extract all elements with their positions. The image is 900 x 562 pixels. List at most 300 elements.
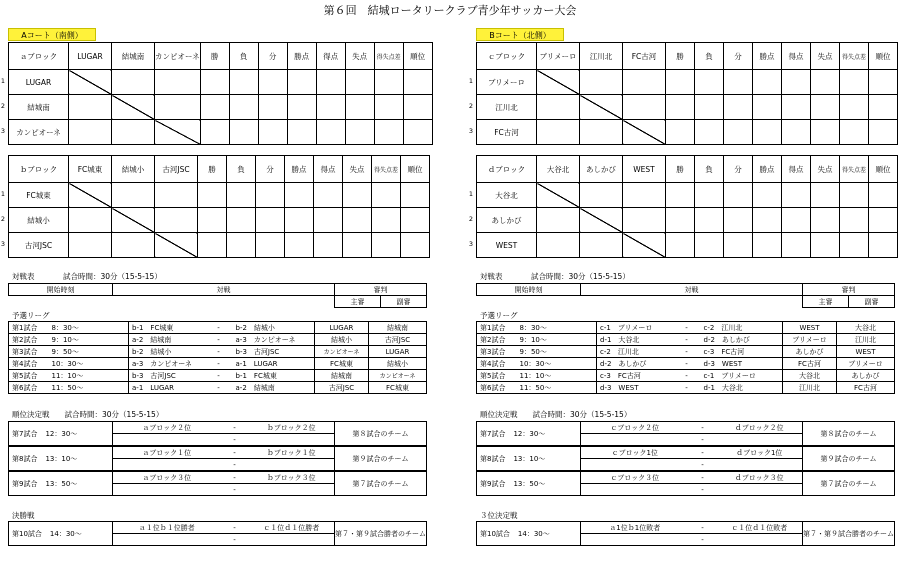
stat-cell xyxy=(695,233,724,258)
ranking-match xyxy=(476,471,895,496)
home-team: c-1 ブリメーロ xyxy=(597,322,673,334)
row-number: 2 xyxy=(0,215,6,223)
home-slot: ｃブロック1位 xyxy=(581,447,689,459)
score-right xyxy=(249,534,335,546)
team-header: LUGAR xyxy=(69,43,112,70)
away-slot: ｄブロック３位 xyxy=(717,472,803,484)
team-header: あしかび xyxy=(580,156,623,183)
team-header: 古河JSC xyxy=(155,156,198,183)
match-no: 第3試合 xyxy=(9,346,49,358)
row-number: 3 xyxy=(0,240,6,248)
match-time: 14：30〜 xyxy=(517,529,550,538)
match-no: 第7試合 xyxy=(480,429,506,438)
team-header: FC古河 xyxy=(623,43,666,70)
match-header: 対戦 xyxy=(581,284,803,296)
stat-cell xyxy=(840,70,869,95)
stat-cell xyxy=(198,183,227,208)
result-cell xyxy=(112,233,155,258)
sub-referee: 大谷北 xyxy=(837,322,895,334)
stat-cell xyxy=(724,95,753,120)
vs-dash: - xyxy=(205,346,233,358)
league-table-0 xyxy=(8,42,433,145)
stat-header: 失点 xyxy=(345,43,374,70)
away-team: a-1 LUGAR xyxy=(233,358,315,370)
stat-cell xyxy=(666,183,695,208)
stat-cell xyxy=(258,95,287,120)
match-row xyxy=(477,322,895,334)
final-match xyxy=(476,521,895,546)
sub-referee: 結城小 xyxy=(369,358,427,370)
sub-referee: あしかび xyxy=(837,370,895,382)
score-dash: - xyxy=(689,534,717,546)
stat-cell xyxy=(372,208,401,233)
diagonal-cell xyxy=(537,70,580,95)
sub-referee: ブリメーロ xyxy=(837,358,895,370)
stat-cell xyxy=(782,208,811,233)
stat-cell xyxy=(345,120,374,145)
prelim-table xyxy=(8,321,427,394)
stat-cell xyxy=(343,233,372,258)
match-time: 9：10〜 xyxy=(49,334,129,346)
away-slot: ｄブロック1位 xyxy=(717,447,803,459)
final-match xyxy=(8,521,427,546)
away-team: a-3 カンピオーネ xyxy=(233,334,315,346)
team-row-label: 江川北 xyxy=(477,95,537,120)
result-cell xyxy=(69,233,112,258)
away-team: d-1 大谷北 xyxy=(701,382,783,394)
match-row xyxy=(477,358,895,370)
match-time: 11：10〜 xyxy=(517,370,597,382)
home-team: b-3 古河JSC xyxy=(129,370,205,382)
score-left xyxy=(581,434,689,446)
stat-header: 負 xyxy=(695,156,724,183)
vs-dash: - xyxy=(673,370,701,382)
stat-header: 勝点 xyxy=(287,43,316,70)
sub-referee-header: 副審 xyxy=(381,296,427,308)
stat-cell xyxy=(401,183,430,208)
stat-cell xyxy=(316,95,345,120)
stat-cell xyxy=(724,233,753,258)
match-row xyxy=(9,334,427,346)
match-time-label: 試合時間：30分（15-5-15） xyxy=(531,272,630,281)
score-right xyxy=(249,484,335,496)
diagonal-cell xyxy=(69,183,112,208)
match-time: 9：50〜 xyxy=(517,346,597,358)
stat-cell xyxy=(345,70,374,95)
match-table-label: 対戦表 xyxy=(480,272,503,281)
blank xyxy=(477,296,581,308)
stat-cell xyxy=(753,208,782,233)
diagonal-cell xyxy=(155,120,201,145)
main-referee: 古河JSC xyxy=(315,382,369,394)
match-row xyxy=(9,370,427,382)
referee-team: 第７・第９試合勝者のチーム xyxy=(335,522,427,546)
match-header: 対戦 xyxy=(113,284,335,296)
sub-referee: カンピオーネ xyxy=(369,370,427,382)
match-no: 第1試合 xyxy=(477,322,517,334)
stat-cell xyxy=(343,183,372,208)
diagonal-cell xyxy=(155,233,198,258)
ranking-match xyxy=(476,421,895,446)
main-referee: 結城南 xyxy=(315,370,369,382)
stat-cell xyxy=(869,70,898,95)
match-row xyxy=(477,382,895,394)
vs-dash: - xyxy=(673,346,701,358)
stat-cell xyxy=(840,233,869,258)
referee-header: 審判 xyxy=(335,284,427,296)
match-row xyxy=(9,346,427,358)
result-cell xyxy=(112,70,155,95)
match-no: 第2試合 xyxy=(477,334,517,346)
stat-header: 順位 xyxy=(869,43,898,70)
stat-cell xyxy=(695,95,724,120)
match-no: 第5試合 xyxy=(9,370,49,382)
stat-cell xyxy=(811,183,840,208)
team-header: 結城小 xyxy=(112,156,155,183)
team-row-label: 大谷北 xyxy=(477,183,537,208)
stat-cell xyxy=(287,70,316,95)
ranking-match xyxy=(8,471,427,496)
score-left xyxy=(581,534,689,546)
stat-cell xyxy=(782,95,811,120)
team-row-label: 古河JSC xyxy=(9,233,69,258)
match-no: 第4試合 xyxy=(9,358,49,370)
diagonal-cell xyxy=(69,70,112,95)
result-cell xyxy=(69,120,112,145)
home-team: d-3 WEST xyxy=(597,382,673,394)
stat-cell xyxy=(840,183,869,208)
stat-cell xyxy=(403,95,432,120)
score-left xyxy=(113,434,221,446)
match-no: 第7試合 xyxy=(12,429,38,438)
league-table-3 xyxy=(476,155,898,258)
away-team: b-3 古河JSC xyxy=(233,346,315,358)
ranking-label: 順位決定戦 試合時間：30分（15-5-15） xyxy=(12,410,164,419)
main-referee-header: 主審 xyxy=(335,296,381,308)
result-cell xyxy=(155,70,201,95)
row-number: 2 xyxy=(468,102,474,110)
score-dash: - xyxy=(221,434,249,446)
stat-cell xyxy=(811,208,840,233)
stat-cell xyxy=(401,208,430,233)
vs-dash: - xyxy=(205,334,233,346)
sub-referee: FC古河 xyxy=(837,382,895,394)
score-dash: - xyxy=(689,434,717,446)
score-right xyxy=(249,459,335,471)
team-row-label: LUGAR xyxy=(9,70,69,95)
stat-header: 勝 xyxy=(198,156,227,183)
away-slot: ｃ１位ｄ１位勝者 xyxy=(249,522,335,534)
stat-cell xyxy=(869,120,898,145)
home-slot: ａブロック３位 xyxy=(113,472,221,484)
stat-cell xyxy=(666,70,695,95)
match-time: 13：50〜 xyxy=(45,479,78,488)
stat-header: 分 xyxy=(258,43,287,70)
match-time: 12：30〜 xyxy=(45,429,78,438)
stat-header: 勝点 xyxy=(753,156,782,183)
score-right xyxy=(717,534,803,546)
home-slot: ａ1位ｂ1位敗者 xyxy=(581,522,689,534)
stat-header: 得失点差 xyxy=(840,156,869,183)
home-team: a-1 LUGAR xyxy=(129,382,205,394)
home-team: c-2 江川北 xyxy=(597,346,673,358)
team-row-label: 結城南 xyxy=(9,95,69,120)
stat-cell xyxy=(666,120,695,145)
vs-dash: - xyxy=(689,422,717,434)
prelim-label: 予選リーグ xyxy=(12,311,50,320)
stat-cell xyxy=(229,70,258,95)
home-slot: ａブロック１位 xyxy=(113,447,221,459)
sub-referee: FC城東 xyxy=(369,382,427,394)
result-cell xyxy=(537,120,580,145)
away-team: c-3 FC古河 xyxy=(701,346,783,358)
away-team: b-2 結城小 xyxy=(233,322,315,334)
result-cell xyxy=(537,233,580,258)
home-slot: ａブロック２位 xyxy=(113,422,221,434)
match-time: 10：30〜 xyxy=(49,358,129,370)
ranking-match xyxy=(8,446,427,471)
score-right xyxy=(717,459,803,471)
stat-header: 順位 xyxy=(401,156,430,183)
stat-cell xyxy=(285,183,314,208)
stat-cell xyxy=(256,183,285,208)
match-time: 13：10〜 xyxy=(45,454,78,463)
stat-cell xyxy=(200,70,229,95)
vs-dash: - xyxy=(221,522,249,534)
match-header-table xyxy=(8,283,427,308)
result-cell xyxy=(112,183,155,208)
vs-dash: - xyxy=(673,358,701,370)
stat-cell xyxy=(811,120,840,145)
stat-cell xyxy=(285,208,314,233)
stat-header: 分 xyxy=(724,43,753,70)
match-time-label: 試合時間：30分（15-5-15） xyxy=(63,272,162,281)
sub-referee: 古河JSC xyxy=(369,334,427,346)
stat-header: 勝 xyxy=(666,156,695,183)
blank xyxy=(581,296,803,308)
referee-team: 第９試合のチーム xyxy=(335,447,427,471)
diagonal-cell xyxy=(537,183,580,208)
team-header: FC城東 xyxy=(69,156,112,183)
stat-header: 勝 xyxy=(200,43,229,70)
sub-referee: LUGAR xyxy=(369,346,427,358)
match-no: 第6試合 xyxy=(9,382,49,394)
diagonal-cell xyxy=(580,95,623,120)
match-time: 11：50〜 xyxy=(49,382,129,394)
stat-cell xyxy=(403,120,432,145)
away-team: a-2 結城南 xyxy=(233,382,315,394)
block-label: ｄブロック xyxy=(477,156,537,183)
main-referee: WEST xyxy=(783,322,837,334)
main-referee: 大谷北 xyxy=(783,370,837,382)
home-slot: ａ１位ｂ１位勝者 xyxy=(113,522,221,534)
vs-dash: - xyxy=(673,334,701,346)
stat-cell xyxy=(227,233,256,258)
score-left xyxy=(113,459,221,471)
stat-cell xyxy=(374,70,403,95)
referee-header: 審判 xyxy=(803,284,895,296)
stat-cell xyxy=(869,208,898,233)
match-header-table xyxy=(476,283,895,308)
stat-cell xyxy=(840,95,869,120)
stat-cell xyxy=(695,70,724,95)
row-number: 1 xyxy=(0,190,6,198)
stat-header: 失点 xyxy=(811,156,840,183)
row-number: 3 xyxy=(468,240,474,248)
stat-cell xyxy=(374,95,403,120)
stat-cell xyxy=(782,70,811,95)
stat-cell xyxy=(782,183,811,208)
away-slot: ｂブロック１位 xyxy=(249,447,335,459)
home-team: b-2 結城小 xyxy=(129,346,205,358)
stat-cell xyxy=(695,183,724,208)
stat-cell xyxy=(724,208,753,233)
stat-cell xyxy=(782,233,811,258)
stat-cell xyxy=(753,183,782,208)
team-row-label: FC城東 xyxy=(9,183,69,208)
score-dash: - xyxy=(221,534,249,546)
match-no: 第9試合 xyxy=(480,479,506,488)
away-slot: ｂブロック２位 xyxy=(249,422,335,434)
result-cell xyxy=(155,183,198,208)
prelim-table xyxy=(476,321,895,394)
match-no-time xyxy=(477,472,581,496)
match-no: 第8試合 xyxy=(12,454,38,463)
result-cell xyxy=(537,95,580,120)
main-referee: ブリメーロ xyxy=(783,334,837,346)
match-time: 9：50〜 xyxy=(49,346,129,358)
main-referee: FC古河 xyxy=(783,358,837,370)
prelim-label: 予選リーグ xyxy=(480,311,518,320)
stat-cell xyxy=(316,120,345,145)
stat-header: 勝点 xyxy=(753,43,782,70)
block-label: ａブロック xyxy=(9,43,69,70)
team-row-label: カンピオーネ xyxy=(9,120,69,145)
match-no: 第10試合 xyxy=(12,529,42,538)
stat-cell xyxy=(695,120,724,145)
result-cell xyxy=(580,233,623,258)
final-label: 決勝戦 xyxy=(12,511,35,520)
match-row xyxy=(9,358,427,370)
away-slot: ｃ１位ｄ１位敗者 xyxy=(717,522,803,534)
stat-cell xyxy=(345,95,374,120)
away-slot: ｄブロック２位 xyxy=(717,422,803,434)
referee-team: 第７・第９試合勝者のチーム xyxy=(803,522,895,546)
sub-referee: 江川北 xyxy=(837,334,895,346)
match-time: 10：30〜 xyxy=(517,358,597,370)
vs-dash: - xyxy=(689,522,717,534)
team-row-label: ブリメーロ xyxy=(477,70,537,95)
stat-header: 得点 xyxy=(316,43,345,70)
match-row xyxy=(9,382,427,394)
stat-cell xyxy=(840,120,869,145)
score-left xyxy=(113,484,221,496)
stat-cell xyxy=(258,70,287,95)
stat-cell xyxy=(227,208,256,233)
score-dash: - xyxy=(689,459,717,471)
team-header: 江川北 xyxy=(580,43,623,70)
diagonal-cell xyxy=(112,95,155,120)
score-dash: - xyxy=(221,484,249,496)
main-referee: 江川北 xyxy=(783,382,837,394)
stat-cell xyxy=(229,95,258,120)
match-no: 第9試合 xyxy=(12,479,38,488)
stat-cell xyxy=(343,208,372,233)
team-header: ブリメーロ xyxy=(537,43,580,70)
stat-header: 得失点差 xyxy=(374,43,403,70)
stat-header: 勝点 xyxy=(285,156,314,183)
home-team: a-3 カンピオーネ xyxy=(129,358,205,370)
final-label: ３位決定戦 xyxy=(480,511,518,520)
row-number: 1 xyxy=(0,77,6,85)
sub-referee: WEST xyxy=(837,346,895,358)
stat-cell xyxy=(372,233,401,258)
stat-cell xyxy=(666,95,695,120)
vs-dash: - xyxy=(221,422,249,434)
stat-cell xyxy=(287,120,316,145)
stat-cell xyxy=(200,120,229,145)
main-referee: カンピオーネ xyxy=(315,346,369,358)
match-row xyxy=(477,334,895,346)
result-cell xyxy=(580,183,623,208)
stat-cell xyxy=(811,70,840,95)
score-dash: - xyxy=(689,484,717,496)
stat-header: 得点 xyxy=(782,43,811,70)
match-row xyxy=(9,322,427,334)
ranking-label: 順位決定戦 試合時間：30分（15-5-15） xyxy=(480,410,632,419)
stat-cell xyxy=(256,233,285,258)
score-right xyxy=(717,434,803,446)
home-team: b-1 FC城東 xyxy=(129,322,205,334)
result-cell xyxy=(623,183,666,208)
diagonal-cell xyxy=(623,233,666,258)
score-left xyxy=(581,484,689,496)
match-no: 第3試合 xyxy=(477,346,517,358)
away-team: b-1 FC城東 xyxy=(233,370,315,382)
referee-team: 第７試合のチーム xyxy=(335,472,427,496)
sub-referee: 結城南 xyxy=(369,322,427,334)
match-no-time xyxy=(477,422,581,446)
stat-header: 負 xyxy=(695,43,724,70)
start-time-header: 開始時刻 xyxy=(9,284,113,296)
referee-team: 第７試合のチーム xyxy=(803,472,895,496)
match-time: 12：30〜 xyxy=(513,429,546,438)
main-referee-header: 主審 xyxy=(803,296,849,308)
row-number: 3 xyxy=(468,127,474,135)
team-row-label: FC古河 xyxy=(477,120,537,145)
referee-team: 第８試合のチーム xyxy=(803,422,895,446)
stat-header: 分 xyxy=(724,156,753,183)
stat-cell xyxy=(200,95,229,120)
home-team: d-1 大谷北 xyxy=(597,334,673,346)
result-cell xyxy=(580,70,623,95)
stat-cell xyxy=(811,233,840,258)
ranking-match xyxy=(8,421,427,446)
stat-cell xyxy=(285,233,314,258)
match-no-time xyxy=(9,447,113,471)
home-team: c-3 FC古河 xyxy=(597,370,673,382)
diagonal-cell xyxy=(623,120,666,145)
vs-dash: - xyxy=(205,370,233,382)
stat-cell xyxy=(753,70,782,95)
stat-cell xyxy=(287,95,316,120)
stat-cell xyxy=(256,208,285,233)
home-slot: ｃブロック２位 xyxy=(581,422,689,434)
stat-cell xyxy=(198,208,227,233)
match-no: 第5試合 xyxy=(477,370,517,382)
stat-cell xyxy=(403,70,432,95)
stat-header: 得点 xyxy=(782,156,811,183)
